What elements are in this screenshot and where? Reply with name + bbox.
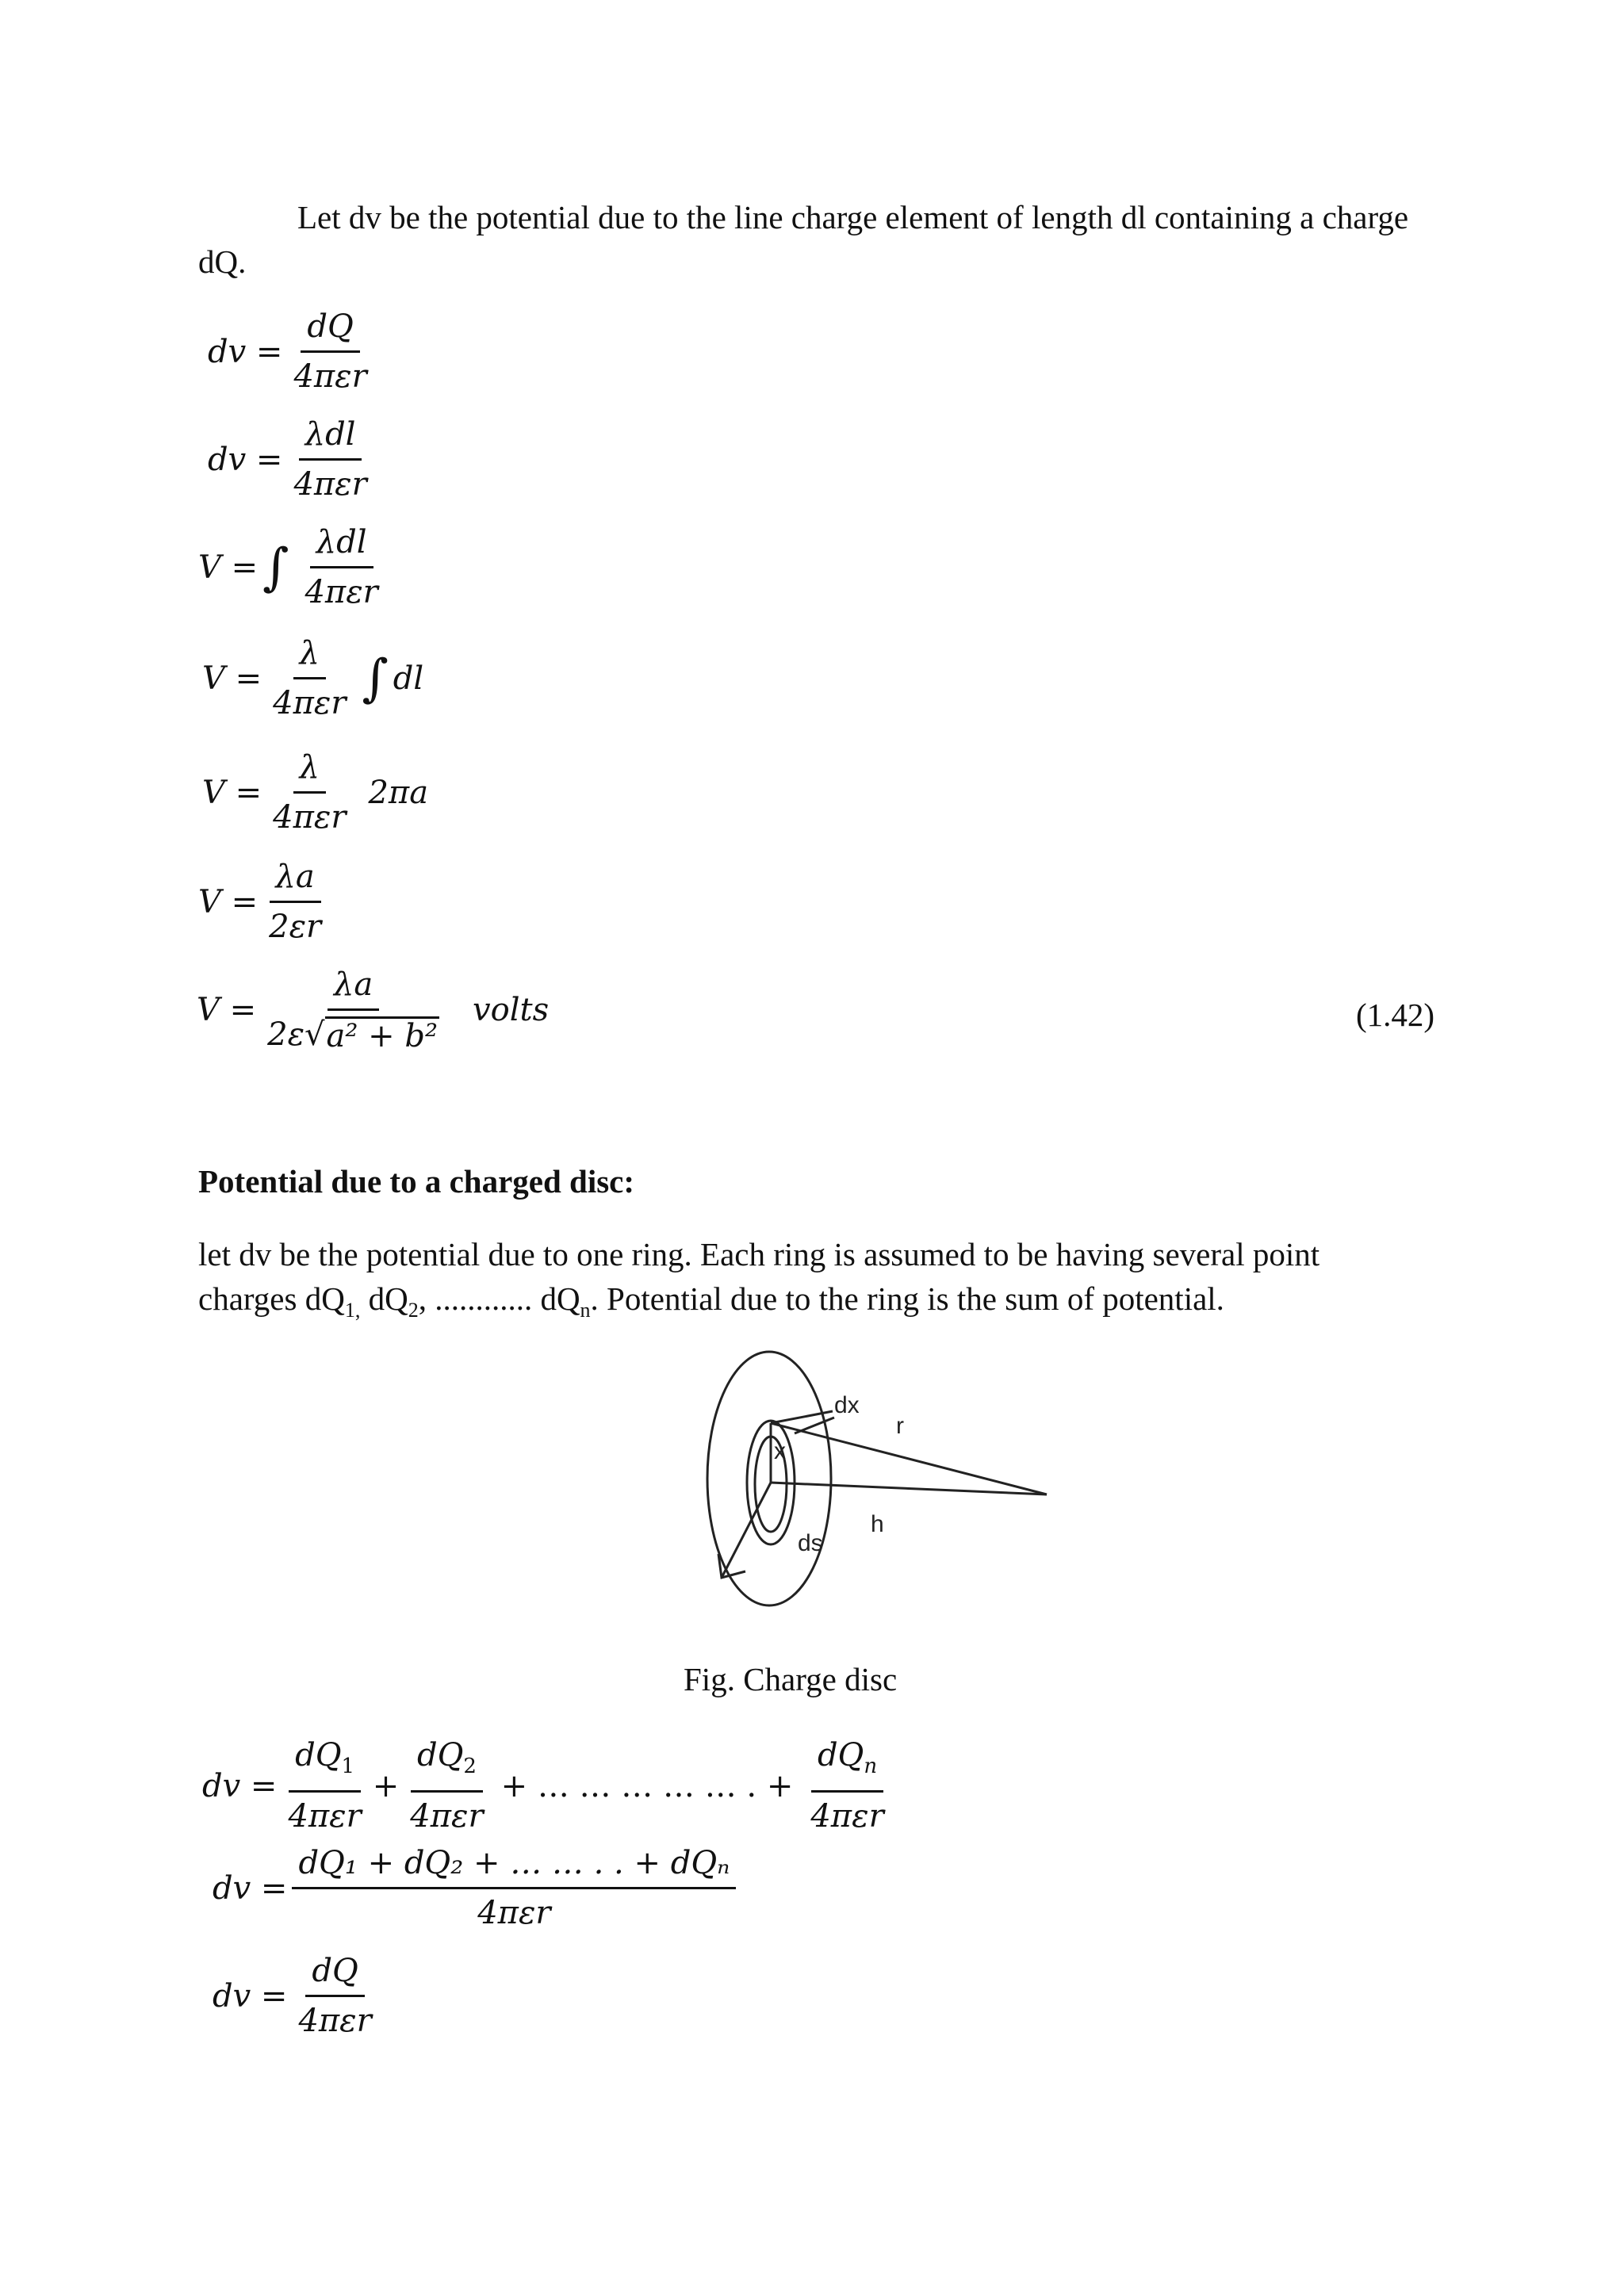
section-line-2 [198, 1276, 1224, 1333]
eq10-denominator: 4πεr [298, 2003, 372, 2039]
eq8-tn-sub: n [864, 1755, 878, 1778]
line2-sub-1: 1, [344, 1299, 361, 1322]
eq4-tail: dl [393, 660, 424, 697]
eq4-numerator: λ [293, 634, 326, 679]
eq1-numerator: dQ [301, 308, 359, 353]
eq8-t1-num: dQ [295, 1737, 342, 1774]
eq8-term-n [804, 1736, 890, 1835]
eq8-tn-den: 4πεr [810, 1798, 884, 1835]
equation-number: (1.42) [1356, 997, 1435, 1033]
line2-sub-3: n [580, 1299, 591, 1322]
label-r: r [896, 1413, 904, 1439]
charge-disc-figure [698, 1348, 1110, 1617]
line2-part-c: , ............ dQ [418, 1280, 580, 1317]
line2-part-a: charges dQ [198, 1280, 345, 1317]
intro-line-1: Let dv be the potential due to the line charge element of length dl containing a charge [297, 199, 1409, 235]
eq9-denominator: 4πεr [477, 1895, 551, 1931]
eq1-lhs: dv = [208, 333, 283, 370]
eq5-lhs: V = [202, 774, 262, 811]
eq9-lhs: dv = [213, 1869, 288, 1907]
eq7-numerator: λa [327, 966, 379, 1011]
equation-1 [208, 308, 378, 396]
eq7-denominator [261, 1011, 446, 1054]
eq3-numerator: λdl [310, 523, 373, 568]
eq3-denominator: 4πεr [304, 574, 378, 610]
eq8-lhs: dv = [202, 1767, 278, 1804]
eq2-denominator: 4πεr [293, 466, 367, 503]
eq6-lhs: V = [198, 883, 259, 920]
eq7-fraction [261, 966, 446, 1054]
eq7-radicand: a² + b² [326, 1018, 439, 1054]
eq8-term-2 [404, 1736, 489, 1835]
eq2-lhs: dv = [208, 441, 283, 478]
equation-10 [213, 1952, 383, 2040]
eq3-lhs: V = [198, 549, 259, 586]
eq7-lhs: V = [197, 991, 257, 1028]
section-line-1: let dv be the potential due to one ring. Each ring is assumed to be having several point [198, 1236, 1320, 1272]
eq8-t1-den: 4πεr [288, 1798, 362, 1835]
eq4-integral-sign: ∫ [362, 649, 389, 708]
eq8-t2-sub: 2 [463, 1755, 477, 1778]
eq7-den-prefix: 2ε [267, 1016, 305, 1053]
eq4-lhs: V = [202, 660, 262, 697]
label-dx: dx [834, 1392, 860, 1418]
equation-8 [202, 1736, 895, 1835]
equation-3 [198, 523, 389, 611]
eq8-t1-sub: 1 [341, 1755, 355, 1778]
equation-9 [213, 1844, 741, 1932]
eq10-lhs: dv = [213, 1977, 288, 2015]
eq5-tail: 2πa [368, 774, 429, 811]
eq3-integral-sign: ∫ [262, 538, 289, 597]
eq10-fraction [292, 1952, 377, 2040]
eq2-fraction [287, 415, 373, 503]
intro-line-2: dQ. [198, 243, 247, 280]
equation-7 [197, 966, 549, 1054]
line2-sub-2: 2 [408, 1299, 419, 1322]
eq8-t2-den: 4πεr [410, 1798, 484, 1835]
eq6-fraction [262, 858, 327, 946]
section-heading: Potential due to a charged disc: [198, 1163, 635, 1200]
equation-4 [202, 634, 423, 722]
eq5-fraction [266, 748, 352, 836]
eq4-fraction [266, 634, 352, 722]
eq6-numerator: λa [270, 858, 321, 903]
eq9-fraction [292, 1844, 736, 1932]
label-x: x [774, 1438, 786, 1464]
eq8-dots: + … … … … … . + [500, 1767, 794, 1804]
eq6-denominator: 2εr [269, 909, 322, 945]
line2-part-b: dQ [360, 1280, 408, 1317]
radius-arrow-line [722, 1483, 771, 1578]
equation-5 [202, 748, 428, 836]
eq7-radical: √ a² + b² [304, 1016, 439, 1054]
label-ds: ds [798, 1530, 823, 1556]
eq2-numerator: λdl [299, 415, 362, 461]
label-h: h [871, 1511, 884, 1537]
eq8-tn-num: dQ [817, 1737, 864, 1774]
equation-2 [208, 415, 378, 503]
eq8-term-1 [282, 1736, 367, 1835]
eq7-tail: volts [473, 991, 550, 1028]
eq1-fraction [287, 308, 373, 396]
eq3-fraction [298, 523, 384, 611]
dx-line-bottom [795, 1418, 834, 1433]
eq8-t2-num: dQ [416, 1737, 464, 1774]
eq9-numerator: dQ₁ + dQ₂ + … … . . + dQₙ [292, 1844, 736, 1889]
eq5-denominator: 4πεr [273, 799, 347, 836]
line2-part-d: . Potential due to the ring is the sum of potential. [590, 1280, 1224, 1317]
figure-caption: Fig. Charge disc [684, 1661, 898, 1697]
equation-6 [198, 858, 332, 946]
eq10-numerator: dQ [305, 1952, 364, 1997]
eq5-numerator: λ [293, 748, 326, 794]
eq1-denominator: 4πεr [293, 358, 367, 395]
eq8-plus: + [372, 1767, 400, 1804]
eq4-denominator: 4πεr [273, 685, 347, 721]
